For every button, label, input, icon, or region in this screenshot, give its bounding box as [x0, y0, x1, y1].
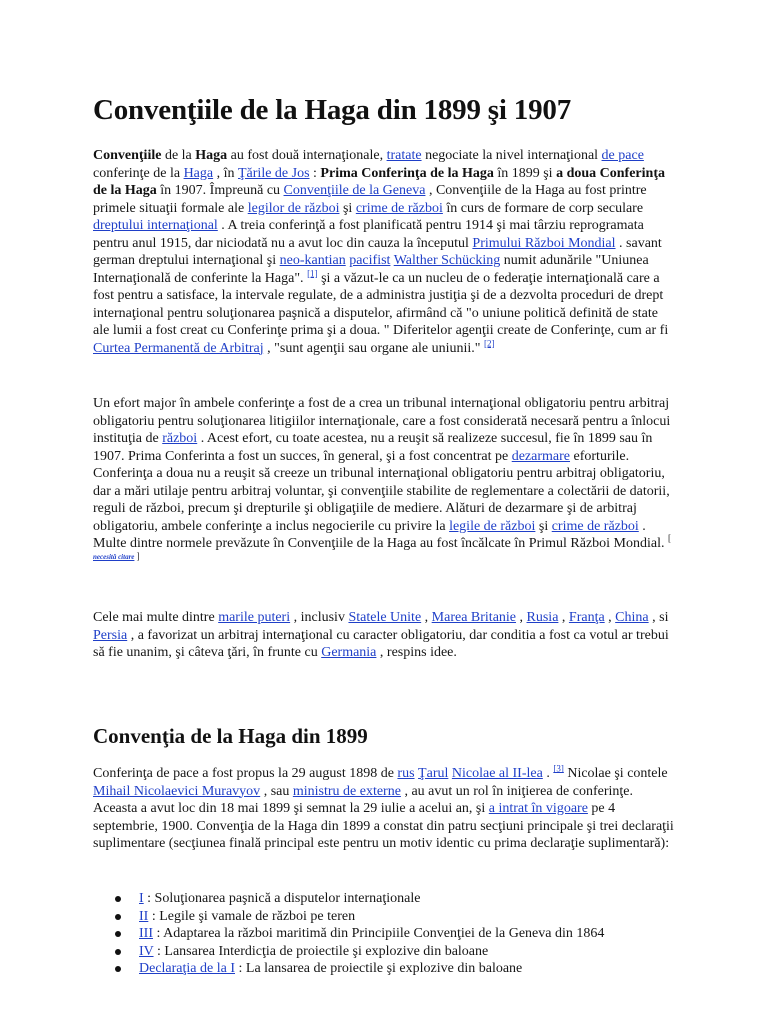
bullet-icon — [115, 949, 121, 955]
link-pacifist[interactable]: pacifist — [349, 253, 391, 268]
list-item — [139, 943, 604, 961]
list-item-link[interactable]: I — [139, 891, 144, 906]
text-run: Cele mai multe dintre — [93, 610, 219, 625]
link-dreptului-international[interactable]: dreptului internaţional — [93, 218, 218, 233]
footnote-link[interactable]: [3] — [553, 763, 564, 774]
list-item — [139, 925, 604, 943]
text-run: , inclusiv — [290, 610, 349, 625]
text-run: . Acest efort, cu toate acestea, nu a reuşit să realizeze succesul, fie în 1899 sau în 1907. Prima Conferinta a fost un succes, în general, şi a fost concentrat pe — [93, 431, 653, 464]
intro-paragraph — [93, 147, 677, 357]
link-germania[interactable]: Germania — [321, 645, 377, 660]
powers-paragraph — [93, 609, 677, 662]
link-ministru-de-externe[interactable]: ministru de externe — [292, 783, 401, 799]
list-item-link[interactable]: III — [139, 926, 153, 941]
link-crime-de-razboi[interactable]: crime de război — [551, 518, 639, 534]
text-run: . Multe dintre normele prevăzute în Convenţiile de la Haga au fost încălcate în Primul Război Mondial. — [93, 518, 668, 551]
tribunal-paragraph — [93, 395, 677, 570]
bullet-icon — [115, 896, 121, 902]
text-run: . savant german dreptului internaţional şi — [93, 235, 662, 268]
text-run: conferinţe de la — [93, 165, 184, 181]
text-run: Conferinţa de pace a fost propus la 29 august 1898 de — [93, 766, 398, 781]
bold-term: Prima Conferinţa de la Haga — [320, 165, 494, 181]
list-item-text: : La lansarea de proiectile şi explozive din baloane — [235, 961, 523, 976]
text-run: , "sunt agenţii sau organe ale uniunii." — [263, 340, 485, 356]
text-run: în 1907. Împreună cu — [156, 183, 284, 198]
link-nicolae-al-ii-lea[interactable]: Nicolae al II-lea — [451, 766, 543, 781]
text-run: pe 4 septembrie, 1900. Convenţia de la Haga din 1899 a constat din patru secţiuni principale şi trei declaraţii suplimentare (secţiunea finală principal este pentru un motiv identic cu prima declaraţie suplimentară): — [93, 801, 674, 851]
link-legilor-de-razboi[interactable]: legilor de război — [247, 200, 340, 216]
link-walther-schucking[interactable]: Walther Schücking — [393, 253, 501, 268]
text-run: , sau — [260, 783, 293, 799]
text-run: au fost două internaţionale, — [227, 148, 387, 163]
text-run: , — [516, 610, 527, 625]
list-item — [139, 960, 604, 978]
citation-needed: [ necesită citare ] — [93, 533, 671, 561]
bullet-icon — [115, 966, 121, 972]
section-1899-list — [93, 890, 604, 978]
bold-term: Haga — [195, 148, 228, 163]
section-1899-paragraph — [93, 765, 677, 853]
link-de-pace[interactable]: de pace — [601, 148, 644, 163]
link-persia[interactable]: Persia — [93, 627, 128, 643]
text-run: , — [604, 610, 616, 625]
text-run: . — [542, 766, 554, 781]
list-item — [139, 890, 604, 908]
link-razboi[interactable]: război — [162, 431, 198, 446]
text-run: Nicolae şi contele — [563, 766, 668, 781]
link-tratate[interactable]: tratate — [386, 148, 422, 163]
link-curtea-permanenta-de-arbitraj[interactable]: Curtea Permanentă de Arbitraj — [93, 340, 264, 356]
text-run: . A treia conferinţă a fost planificată pentru 1914 şi mai târziu reprogramata pentru anul 1915, dar niciodată nu a avut loc din cauza la începutul — [93, 218, 644, 251]
text-run: negociate la nivel internaţional — [421, 148, 602, 163]
citation-needed-link[interactable]: necesită citare — [93, 552, 135, 561]
list-item-link[interactable]: Declaraţia de la I — [139, 961, 235, 976]
link-dezarmare[interactable]: dezarmare — [511, 448, 571, 464]
link-legile-de-razboi[interactable]: legile de război — [449, 518, 536, 534]
link-statele-unite[interactable]: Statele Unite — [348, 610, 422, 625]
text-run: , a favorizat un arbitraj internaţional cu caracter obligatoriu, dar conditia a fost ca votul ar trebui să fie unanim, şi câteva ţări, în frunte cu — [93, 627, 669, 660]
link-conventiile-de-la-geneva[interactable]: Convenţiile de la Geneva — [283, 183, 426, 198]
link-primului-razboi-mondial[interactable]: Primului Război Mondial — [472, 235, 616, 251]
text-run: , respins idee. — [376, 645, 457, 660]
link-tarile-de-jos[interactable]: Ţările de Jos — [238, 165, 310, 181]
text-run: , Convenţiile de la Haga au fost printre primele situaţii formale ale — [93, 183, 647, 216]
bold-term: Convenţiile — [93, 148, 162, 163]
text-run: , si — [648, 610, 669, 625]
footnote-link[interactable]: [1] — [307, 267, 318, 278]
link-china[interactable]: China — [615, 610, 649, 625]
list-item-text: : Adaptarea la război maritimă din Principiile Convenţiei de la Geneva din 1864 — [153, 926, 605, 941]
link-mihail-nicolaevici-muravyov[interactable]: Mihail Nicolaevici Muravyov — [93, 783, 261, 799]
link-haga[interactable]: Haga — [183, 165, 214, 181]
link-neo-kantian[interactable]: neo-kantian — [279, 253, 346, 268]
text-run: , — [558, 610, 569, 625]
text-run: şi — [339, 200, 356, 216]
link-marile-puteri[interactable]: marile puteri — [218, 610, 291, 625]
link-tarul[interactable]: Ţarul — [418, 766, 449, 781]
link-a-intrat-in-vigoare[interactable]: a intrat în vigoare — [488, 801, 588, 816]
section-1899-title: Convenţia de la Haga din 1899 — [93, 724, 368, 748]
footnote-ref — [553, 763, 564, 773]
link-crime-de-razboi[interactable]: crime de război — [355, 200, 443, 216]
text-run: de la — [161, 148, 196, 163]
text-run: , — [421, 610, 432, 625]
list-item-link[interactable]: IV — [139, 943, 154, 959]
text-run: , au avut un rol în iniţierea de conferinţe. Aceasta a avut loc din 18 mai 1899 şi semnat la 29 iulie a acelui an, şi — [93, 783, 634, 816]
bullet-icon — [115, 931, 121, 937]
link-rus[interactable]: rus — [397, 766, 415, 781]
bullet-icon — [115, 914, 121, 920]
text-run: : — [309, 165, 321, 181]
footnote-ref — [484, 338, 495, 348]
text-run: în 1899 şi — [493, 165, 557, 181]
text-run: şi a văzut-le ca un nucleu de o federaţie internaţională care a fost pentru a satisface, la intervale regulate, de a administra justiţia şi de a dezvolta proceduri de drept internaţional pentru soluţionarea paşnică a disputelor, afirmând că "o uniune politică definită de state ale lumii a fost creat cu Conferinţe prima şi a doua. " Diferitelor agenţii create de Conferinţe, cum ar fi — [93, 270, 669, 338]
footnote-link[interactable]: [2] — [484, 337, 495, 348]
text-run: şi — [535, 518, 552, 534]
page-title: Convenţiile de la Haga din 1899 şi 1907 — [93, 94, 571, 126]
bold-term: a doua Conferinţa de la Haga — [93, 165, 665, 198]
link-marea-britanie[interactable]: Marea Britanie — [431, 610, 517, 625]
footnote-ref — [307, 268, 318, 278]
text-run: Un efort major în ambele conferinţe a fost de a crea un tribunal internaţional obligatoriu pentru arbitraj obligatoriu pentru soluţionarea litigiilor internaţionale, care a fost considerată necesară pentru a înlocui instituţia de — [93, 396, 671, 446]
link-rusia[interactable]: Rusia — [526, 610, 559, 625]
text-run: numit adunările "Uniunea Internaţională de conferinte la Haga". — [93, 253, 649, 286]
text-run: , în — [213, 165, 238, 181]
text-run: în curs de formare de corp seculare — [442, 200, 644, 216]
list-item-link[interactable]: II — [139, 908, 149, 924]
list-item-text: : Soluţionarea paşnică a disputelor internaţionale — [143, 891, 421, 906]
list-item-text: : Legile şi vamale de război pe teren — [148, 908, 356, 924]
list-item — [139, 908, 604, 926]
text-run: eforturile. Conferinţa a doua nu a reuşit să creeze un tribunal internaţional obligatoriu pentru arbitraj obligatoriu, dar a mări utilaje pentru arbitraj voluntar, şi convenţiile stabilite de reglementare a colectării de datorii, reguli de război, precum şi drepturile şi obligaţiile de mediere. Alături de dezarmare şi de arbitraj obligatoriu, ambele conferinţe a inclus negocierile cu privire la — [93, 448, 670, 534]
list-item-text: : Lansarea Interdicţia de proiectile şi explozive din baloane — [153, 943, 489, 959]
link-franta[interactable]: Franţa — [568, 610, 605, 625]
